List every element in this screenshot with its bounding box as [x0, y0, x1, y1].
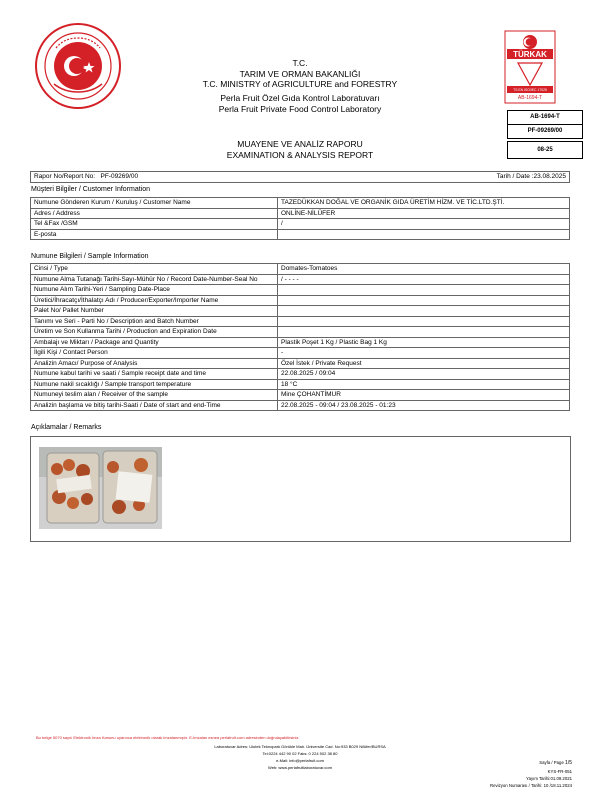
record-label: Numune Alma Tutanağı Tarihi-Sayı-Mühür No / Record Date-Number-Seal No — [31, 274, 278, 285]
table-row — [31, 229, 570, 240]
table-row — [31, 295, 570, 306]
receipt-label: Numune kabul tarihi ve saati / Sample receipt date and time — [31, 369, 278, 380]
header-ministry-tr: TARIM VE ORMAN BAKANLIĞI — [239, 69, 361, 79]
temperature-value: 18 °C — [278, 379, 570, 390]
table-row — [31, 390, 570, 401]
lab-phone: Tel:0224 442 90 02 Faks: 0 224 502 38 80 — [262, 751, 338, 756]
sample-section-title: Numune Bilgileri / Sample Information — [31, 253, 149, 260]
report-date: Tarih / Date :23.08.2025 — [350, 172, 569, 183]
publication-date: Yayım Tarihi:01.09.2021 — [526, 776, 572, 781]
header-lab-en: Perla Fruit Private Food Control Laboratory — [218, 104, 382, 114]
package-value: Plastik Poşet 1 Kg / Plastic Bag 1 Kg — [278, 337, 570, 348]
address-label: Adres / Address — [31, 208, 278, 219]
sample-table — [30, 263, 570, 411]
table-row — [31, 369, 570, 380]
table-row — [31, 327, 570, 338]
batch-value — [278, 316, 570, 327]
producer-value — [278, 295, 570, 306]
header-tc: T.C. — [292, 58, 308, 68]
table-row — [31, 348, 570, 359]
purpose-label: Analizin Amacı/ Purpose of Analysis — [31, 358, 278, 369]
header-ministry-en: T.C. MINISTRY of AGRICULTURE and FORESTRY — [202, 79, 398, 89]
table-row — [31, 379, 570, 390]
table-row — [31, 306, 570, 317]
remarks-box — [30, 436, 571, 542]
contact-value: - — [278, 348, 570, 359]
phone-label: Tel &Fax /GSM — [31, 219, 278, 230]
package-label: Ambalajı ve Miktarı / Package and Quantity — [31, 337, 278, 348]
record-value: / - - - - — [278, 274, 570, 285]
sampling-label: Numune Alım Tarihi-Yeri / Sampling Date-Place — [31, 285, 278, 296]
table-row — [31, 285, 570, 296]
customer-section-title: Müşteri Bilgiler / Customer Information — [31, 186, 151, 193]
table-row — [31, 208, 570, 219]
page-label: Sayfa / Page — [539, 760, 564, 765]
sample-photo — [39, 447, 162, 529]
page-number: 1/5 — [565, 760, 572, 766]
revision-info: Revizyon Numarası / Tarihi: 10 /18.11.2024 — [489, 783, 572, 788]
producer-label: Üretici/İhracatçı/İthalatçı Adı / Producer/Exporter/Importer Name — [31, 295, 278, 306]
analysis-time-label: Analizin başlama ve bitiş tarihi-Saati / Date of start and end-Time — [31, 400, 278, 411]
report-code: PF-09269/00 — [507, 124, 583, 139]
form-code: KYS-FR-051 — [547, 769, 572, 774]
esign-notice: Bu belge 5070 sayılı Elektronik İmza Kanunu uyarınca elektronik olarak imzalanmıştır. E-İmzalan esnea perlafruit.com adresinden doğrulayabilirsiniz. — [36, 735, 300, 740]
turkak-standard: TS EN ISO/IEC 17025 — [513, 88, 547, 92]
page-indicator — [539, 760, 572, 766]
contact-label: İlgili Kişi / Contact Person — [31, 348, 278, 359]
table-row — [31, 358, 570, 369]
address-value: ONLİNE-NİLÜFER — [278, 208, 570, 219]
type-label: Cinsi / Type — [31, 264, 278, 275]
remarks-title: Açıklamalar / Remarks — [31, 424, 102, 431]
pallet-value — [278, 306, 570, 317]
email-value — [278, 229, 570, 240]
customer-name-label: Numune Gönderen Kurum / Kuruluş / Customer Name — [31, 198, 278, 209]
table-row — [31, 337, 570, 348]
receipt-value: 22.08.2025 / 09:04 — [278, 369, 570, 380]
sampling-value — [278, 285, 570, 296]
customer-table — [30, 197, 570, 240]
email-label: E-posta — [31, 229, 278, 240]
expiration-value — [278, 327, 570, 338]
lab-website: Web: www.perlafruitlaboratuvar.com — [268, 765, 332, 770]
analysis-time-value: 22.08.2025 - 09:04 / 23.08.2025 - 01:23 — [278, 400, 570, 411]
report-title-tr: MUAYENE VE ANALİZ RAPORU — [237, 139, 363, 149]
report-number-bar — [30, 171, 570, 183]
table-row — [31, 316, 570, 327]
table-row — [31, 400, 570, 411]
type-value: Domates-Tomatoes — [278, 264, 570, 275]
turkak-name: TÜRKAK — [513, 50, 547, 59]
batch-label: Tanımı ve Seri - Parti No / Description and Batch Number — [31, 316, 278, 327]
customer-name-value: TAZEDÜKKAN DOĞAL VE ORGANİK GIDA ÜRETİM HİZM. VE TİC.LTD.ŞTİ. — [278, 198, 570, 209]
period-code: 08-25 — [507, 141, 583, 159]
pallet-label: Palet No/ Pallet Number — [31, 306, 278, 317]
lab-address: Laboratuvar Adres: Ulutek Teknopark Görükle Mah. Üniversite Cad. No:933 B029 Nilüfer/BURSA — [214, 744, 386, 749]
temperature-label: Numune nakil sıcaklığı / Sample transport temperature — [31, 379, 278, 390]
table-row — [31, 264, 570, 275]
expiration-label: Üretim ve Son Kullanma Tarihi / Production and Expiration Date — [31, 327, 278, 338]
report-title-en: EXAMINATION & ANALYSIS REPORT — [226, 150, 374, 160]
report-number-label: Rapor No/Report No: — [34, 173, 96, 180]
receiver-label: Numuneyi teslim alan / Receiver of the sample — [31, 390, 278, 401]
header-lab-tr: Perla Fruit Özel Gıda Kontrol Laboratuvarı — [220, 93, 380, 103]
table-row — [31, 198, 570, 209]
lab-email: e-Mail: info@perlafruit.com — [276, 758, 324, 763]
report-number: PF-09269/00 — [100, 173, 139, 180]
table-row — [31, 219, 570, 230]
receiver-value: Mine ÇOHANTİMUR — [278, 390, 570, 401]
turkak-code: AB-1694-T — [517, 95, 543, 101]
table-row — [31, 274, 570, 285]
accreditation-code: AB-1694-T — [507, 110, 583, 125]
purpose-value: Özel İstek / Private Request — [278, 358, 570, 369]
phone-value: / — [278, 219, 570, 230]
